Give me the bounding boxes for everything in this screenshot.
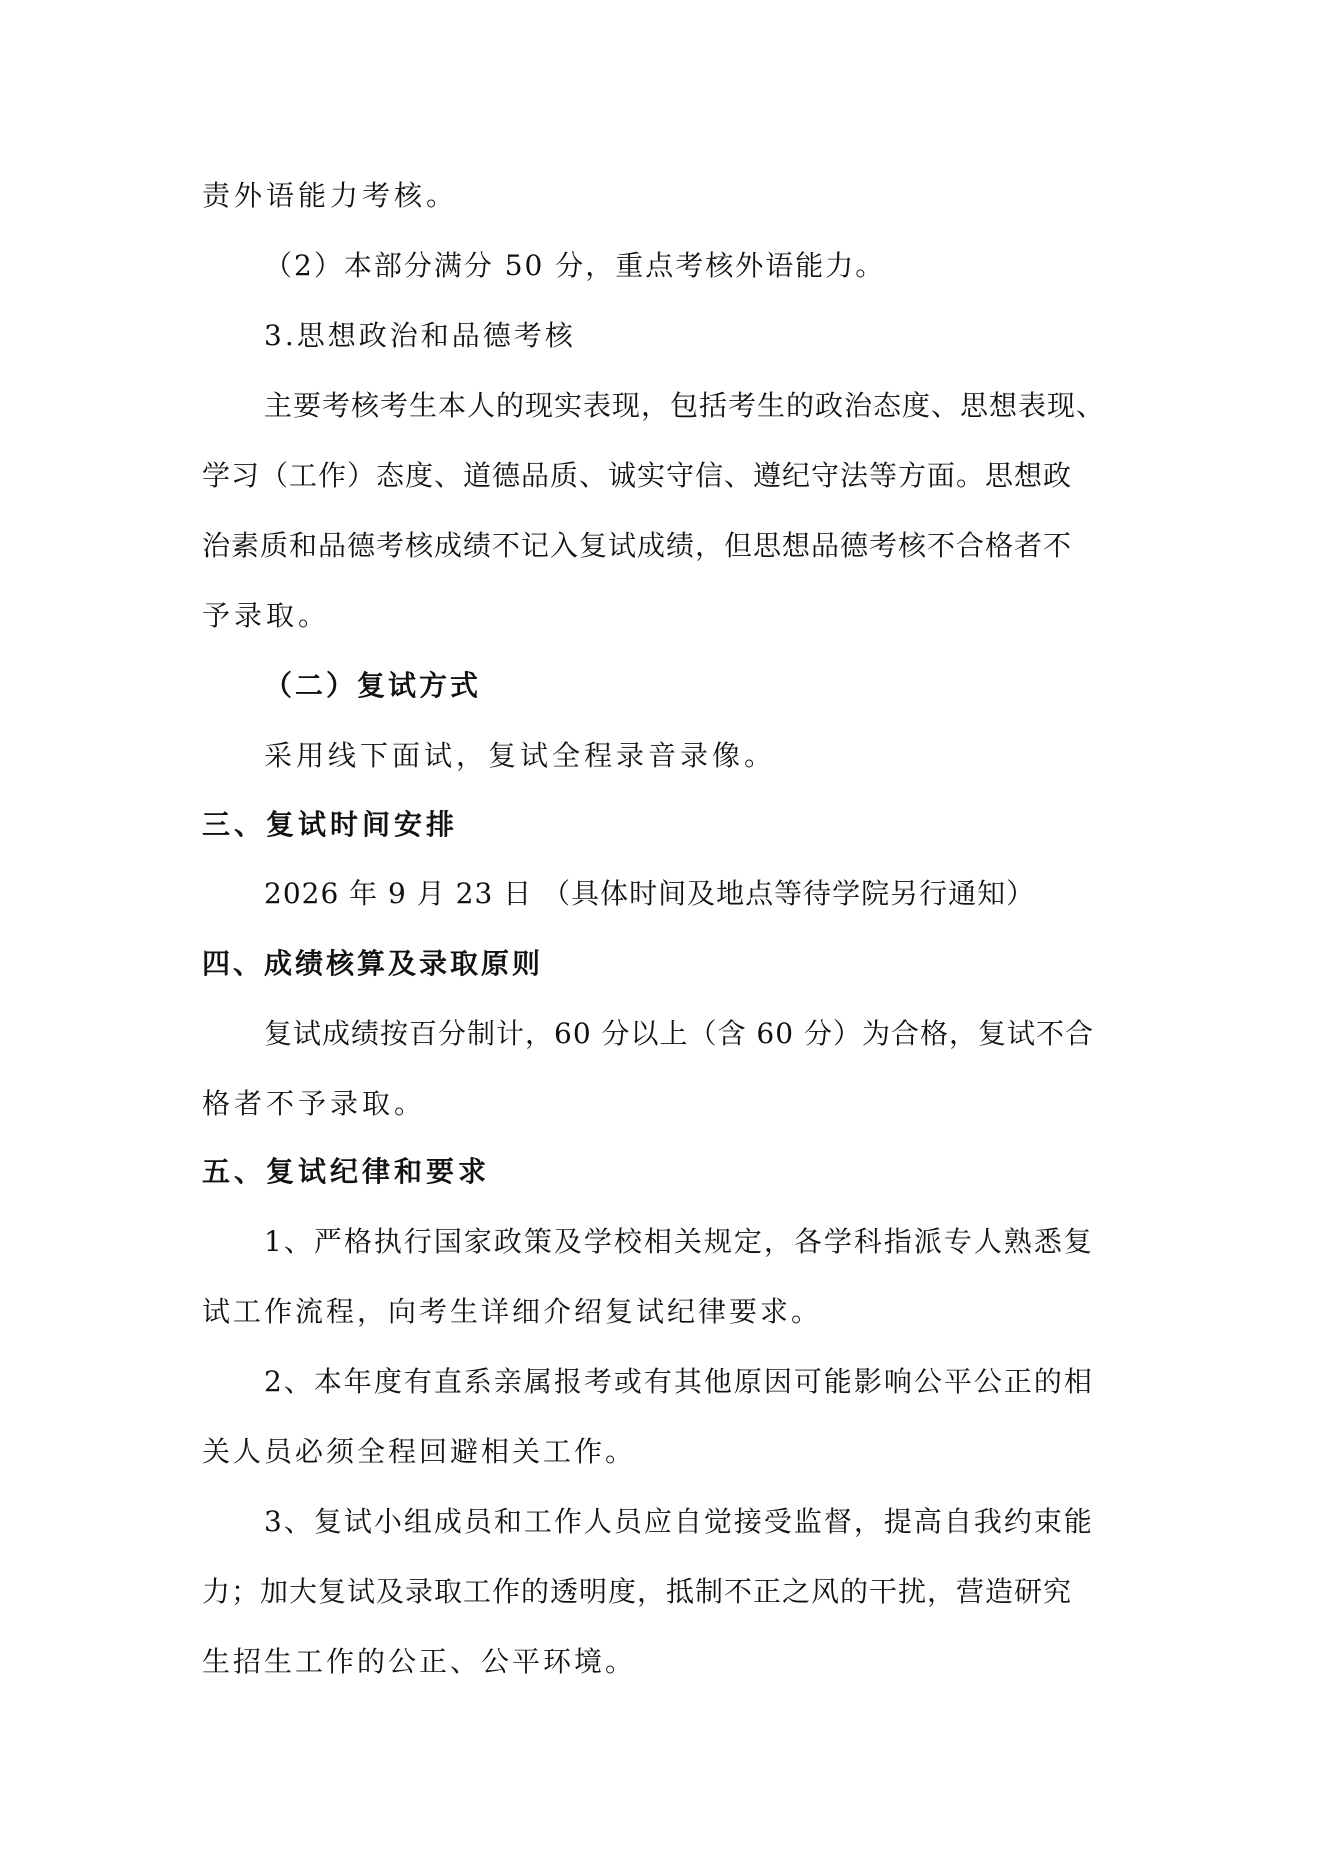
paragraph-line: 2026 年 9 月 23 日 （具体时间及地点等待学院另行通知） [264,877,1036,910]
section-heading: （二）复试方式 [264,669,482,702]
section-heading: 三、复试时间安排 [202,808,459,841]
paragraph-line: 复试成绩按百分制计，60 分以上（含 60 分）为合格，复试不合 [264,1017,1094,1050]
paragraph-line: 1、严格执行国家政策及学校相关规定，各学科指派专人熟悉复 [264,1225,1094,1258]
paragraph-line: 2、本年度有直系亲属报考或有其他原因可能影响公平公正的相 [264,1365,1094,1398]
paragraph-line: 3、复试小组成员和工作人员应自觉接受监督，提高自我约束能 [264,1505,1094,1538]
paragraph-line: 予录取。 [202,599,331,632]
section-heading: 四、成绩核算及录取原则 [202,947,544,980]
paragraph-line: 治素质和品德考核成绩不记入复试成绩，但思想品德考核不合格者不 [202,529,1073,562]
paragraph-line: 学习（工作）态度、道德品质、诚实守信、遵纪守法等方面。思想政 [202,459,1073,492]
paragraph-line: 力；加大复试及录取工作的透明度，抵制不正之风的干扰，营造研究 [202,1575,1073,1608]
paragraph-line: 试工作流程，向考生详细介绍复试纪律要求。 [202,1295,823,1328]
section-heading: 五、复试纪律和要求 [202,1155,491,1188]
paragraph-line: 格者不予录取。 [202,1087,427,1120]
paragraph-line: 关人员必须全程回避相关工作。 [202,1435,637,1468]
paragraph-line: 生招生工作的公正、公平环境。 [202,1645,637,1678]
paragraph-line: 主要考核考生本人的现实表现，包括考生的政治态度、思想表现、 [264,389,1106,422]
paragraph-line: （2）本部分满分 50 分，重点考核外语能力。 [264,249,886,282]
subsection-heading: 3.思想政治和品德考核 [264,319,576,352]
paragraph-line: 采用线下面试，复试全程录音录像。 [264,739,777,772]
paragraph-line: 责外语能力考核。 [202,179,459,212]
